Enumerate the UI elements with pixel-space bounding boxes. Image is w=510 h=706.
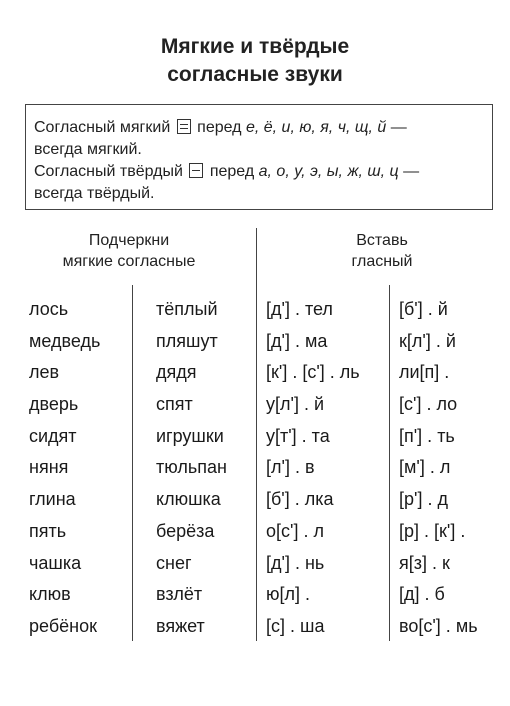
page-title-line1: Мягкие и твёрдые xyxy=(160,35,350,58)
transcription-item: [к'] . [с'] . ль xyxy=(266,362,360,383)
word-item: тёплый xyxy=(156,299,218,319)
page-title-line2: согласные звуки xyxy=(167,63,343,86)
soft-rule-letters: е, ё, и, ю, я, ч, щ, й xyxy=(245,119,387,136)
transcription-item: [п'] . ть xyxy=(399,425,455,446)
transcription-item: [с'] . ло xyxy=(399,394,458,415)
section-divider xyxy=(256,228,257,641)
left-header-line1: Подчеркни xyxy=(88,232,170,249)
hard-rule-line xyxy=(34,161,492,183)
word-item: клюв xyxy=(29,584,71,605)
hard-rule-before: перед xyxy=(209,163,255,180)
word-item: клюшка xyxy=(156,489,221,510)
transcription-item: я[з] . к xyxy=(399,552,450,573)
column-divider xyxy=(389,285,390,641)
hard-rule-dash: — xyxy=(403,163,420,180)
word-item: ребёнок xyxy=(29,615,97,636)
transcription-column-1 xyxy=(266,294,360,643)
soft-rule-line2: всегда мягкий. xyxy=(34,141,142,158)
rule-box xyxy=(25,104,493,210)
word-item: тюльпан xyxy=(156,457,227,478)
word-column-1 xyxy=(29,294,100,643)
transcription-item: [л'] . в xyxy=(266,457,315,478)
word-item: вяжет xyxy=(156,615,205,636)
right-header-line1: Вставь xyxy=(356,232,408,249)
column-divider xyxy=(132,285,133,641)
hard-rule-text: Согласный твёрдый xyxy=(34,163,183,180)
transcription-item: к[л'] . й xyxy=(399,330,456,351)
transcription-item: ли[п] . xyxy=(399,362,450,383)
transcription-item: у[т'] . та xyxy=(266,425,330,446)
transcription-item: [д'] . тел xyxy=(266,299,333,319)
transcription-item: [б'] . лка xyxy=(266,489,334,510)
transcription-item: [м'] . л xyxy=(399,457,451,478)
hard-rule-line2: всегда твёрдый. xyxy=(34,185,155,202)
word-item: игрушки xyxy=(156,425,224,446)
soft-mark-icon xyxy=(177,119,191,134)
word-item: пляшут xyxy=(156,330,218,351)
word-item: берёза xyxy=(156,520,215,541)
transcription-item: [д'] . нь xyxy=(266,552,325,573)
left-header xyxy=(50,230,208,272)
hard-mark-icon xyxy=(189,163,203,178)
transcription-item: ю[л] . xyxy=(266,584,311,605)
word-item: дядя xyxy=(156,362,197,383)
hard-rule-letters: а, о, у, э, ы, ж, ш, ц xyxy=(258,163,399,180)
soft-rule-line xyxy=(34,117,492,139)
word-item: снег xyxy=(156,552,192,573)
word-item: взлёт xyxy=(156,584,203,605)
word-item: няня xyxy=(29,457,69,478)
word-item: лось xyxy=(29,299,69,319)
transcription-item: [д] . б xyxy=(399,584,445,605)
word-item: дверь xyxy=(29,394,79,415)
transcription-item: у[л'] . й xyxy=(266,394,324,415)
right-header xyxy=(266,230,498,272)
word-item: медведь xyxy=(29,330,101,351)
soft-rule-text: Согласный мягкий xyxy=(34,119,171,136)
soft-rule-before: перед xyxy=(197,119,242,136)
word-item: чашка xyxy=(29,552,82,573)
transcription-item: [с] . ша xyxy=(266,615,325,636)
transcription-column-2 xyxy=(399,294,478,643)
transcription-item: о[с'] . л xyxy=(266,520,324,541)
word-item: пять xyxy=(29,520,67,541)
transcription-item: [д'] . ма xyxy=(266,330,328,351)
transcription-item: [р'] . д xyxy=(399,489,448,510)
word-item: спят xyxy=(156,394,193,415)
soft-rule-dash: — xyxy=(390,119,407,136)
word-item: глина xyxy=(29,489,76,510)
transcription-item: [б'] . й xyxy=(399,299,448,319)
left-header-line2: мягкие согласные xyxy=(62,253,196,270)
right-header-line2: гласный xyxy=(351,253,413,270)
word-item: лев xyxy=(29,362,60,383)
word-column-2 xyxy=(156,294,227,643)
transcription-item: во[с'] . мь xyxy=(399,615,478,636)
transcription-item: [р] . [к'] . xyxy=(399,520,466,541)
word-item: сидят xyxy=(29,425,77,446)
